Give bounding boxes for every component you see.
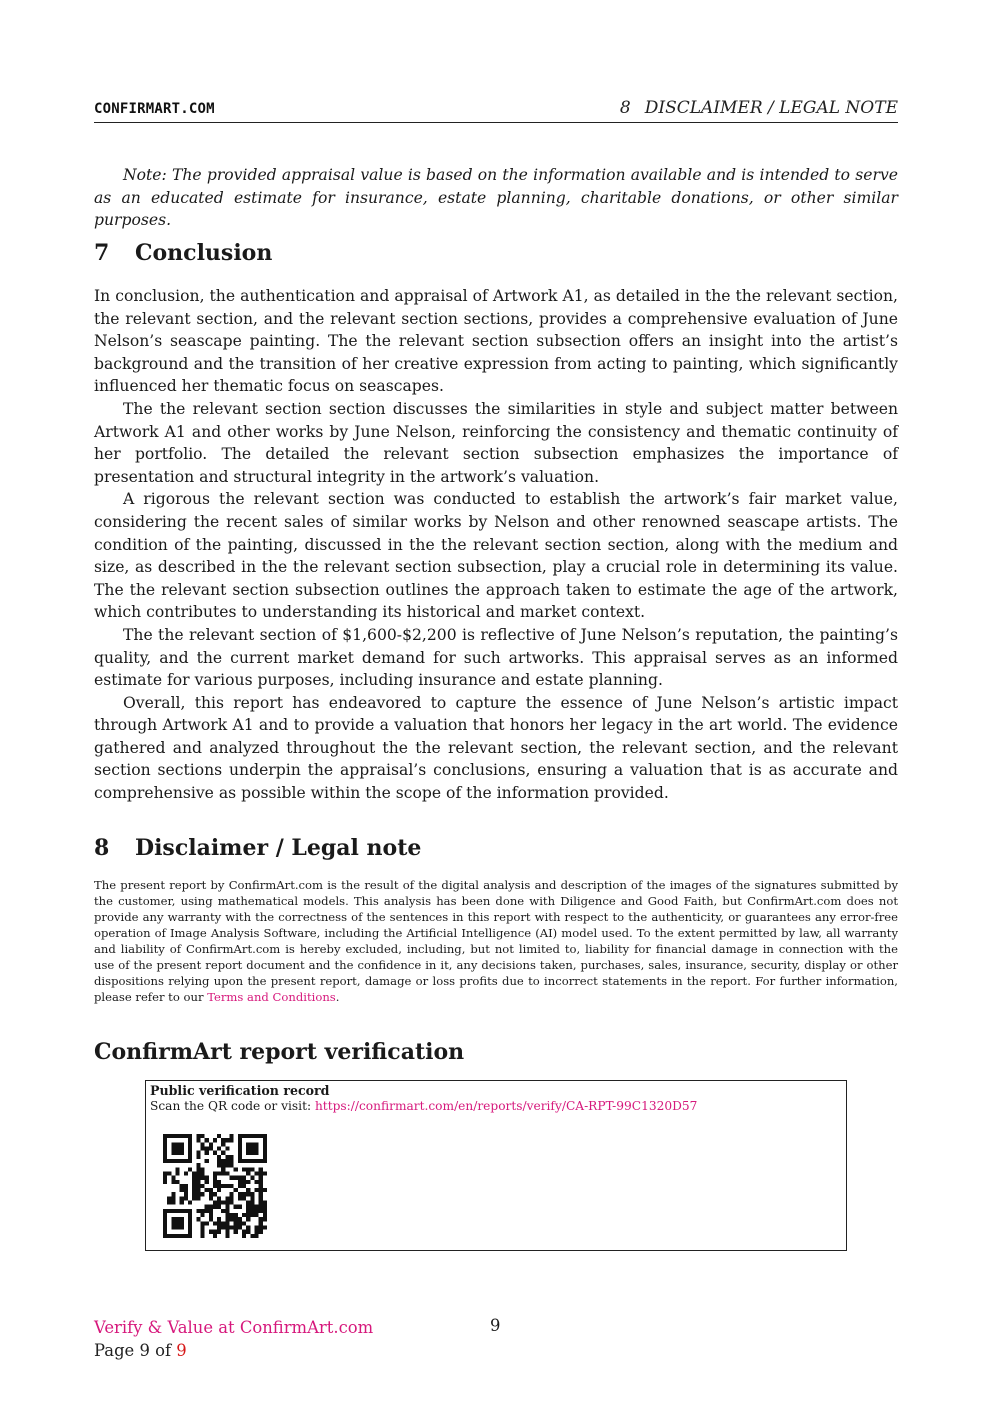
terms-and-conditions-link[interactable]: Terms and Conditions [207, 990, 336, 1004]
running-section-title [620, 98, 898, 118]
disclaimer-end: . [335, 990, 340, 1004]
running-section-label: DISCLAIMER / LEGAL NOTE [644, 98, 898, 118]
footer-brand-link[interactable]: Verify & Value at ConfirmArt.com [94, 1318, 374, 1337]
disclaimer-text [94, 877, 898, 1005]
section-number: 7 [94, 240, 110, 266]
conclusion-paragraph: Overall, this report has endeavored to capture the essence of June Nelson’s artistic impact through Artwork A1 and to provide a valuation that honors her legacy in the art world. The evidence gathered and analyzed throughout the the relevant section, the relevant section, and the relevant section sections underpin the appraisal’s conclusions, ensuring a valuation that is as accurate and comprehensive as possible within the scope of the information provided. [94, 693, 898, 803]
verification-record-box [145, 1080, 847, 1251]
section-title: Disclaimer / Legal note [135, 835, 422, 861]
verification-heading: ConfirmArt report verification [94, 1039, 465, 1065]
disclaimer-body: The present report by ConfirmArt.com is the result of the digital analysis and description of the images of the signatures submitted by the customer, using mathematical models. This analysis has been done with Diligence and Good Faith, but ConfirmArt.com does not provide any warranty with the correctness of the sentences in this report with respect to the authenticity, or guarantees any error-free operation of Image Analysis Software, including the Artificial Intelligence (AI) model used. To the extent permitted by law, all warranty and liability of ConfirmArt.com is hereby excluded, including, but not limited to, liability for financial damage in connection with the use of the present report document and the confidence in it, any decisions taken, purchases, sales, insurance, security, display or other dispositions relying upon the present report, damage or loss profits due to incorrect statements in the report. For further information, please refer to our [94, 878, 898, 1004]
conclusion-paragraph: In conclusion, the authentication and appraisal of Artwork A1, as detailed in the the relevant section, the relevant section, and the relevant section sections, provides a comprehensive evaluation of June Nelson’s seascape painting. The the relevant section subsection offers an insight into the artist’s background and the transition of her creative expression from acting to painting, which significantly influenced her thematic focus on seascapes. [94, 287, 898, 396]
conclusion-paragraph: The the relevant section of $1,600-$2,200 is reflective of June Nelson’s reputation, the painting’s quality, and the current market demand for such artworks. This appraisal serves as an informed estimate for various purposes, including insurance and estate planning. [94, 625, 898, 690]
verification-instructions [150, 1099, 697, 1113]
verification-record-title: Public verification record [150, 1083, 330, 1098]
running-section-number: 8 [619, 98, 631, 118]
conclusion-paragraph: A rigorous the relevant section was conducted to establish the artwork’s fair market value, considering the recent sales of similar works by Nelson and other renowned seascape artists. The condition of the painting, discussed in the the relevant section section, along with the medium and size, as described in the the relevant section subsection, play a crucial role in determining its value. The the relevant section subsection outlines the approach taken to estimate the age of the artwork, which contributes to understanding its historical and market context. [94, 490, 898, 622]
footer-page-count [94, 1339, 373, 1362]
section-heading-disclaimer [94, 835, 421, 861]
page-total-link[interactable]: 9 [176, 1341, 187, 1360]
section-title: Conclusion [135, 240, 273, 266]
section-heading-conclusion [94, 240, 272, 266]
section-number: 8 [94, 835, 110, 861]
confirmart-logo[interactable]: CONFIRMART.COM [94, 101, 215, 117]
verification-url-link[interactable]: https://confirmart.com/en/reports/verify/CA-RPT-99C1320D57 [314, 1099, 698, 1113]
appraisal-note: Note: The provided appraisal value is based on the information available and is intended to serve as an educated estimate for insurance, estate planning, charitable donations, or other similar purposes. [94, 166, 898, 230]
page-count-prefix: Page 9 of [94, 1341, 177, 1360]
scan-instruction: Scan the QR code or visit: [150, 1099, 315, 1113]
running-header [94, 98, 898, 123]
qr-code-icon[interactable] [163, 1134, 267, 1238]
conclusion-body [94, 285, 898, 805]
footer [94, 1316, 373, 1362]
conclusion-paragraph: The the relevant section section discusses the similarities in style and subject matter between Artwork A1 and other works by June Nelson, reinforcing the consistency and thematic continuity of her portfolio. The detailed the relevant section subsection emphasizes the importance of presentation and structural integrity in the artwork’s valuation. [94, 399, 898, 486]
page-number: 9 [490, 1316, 501, 1335]
